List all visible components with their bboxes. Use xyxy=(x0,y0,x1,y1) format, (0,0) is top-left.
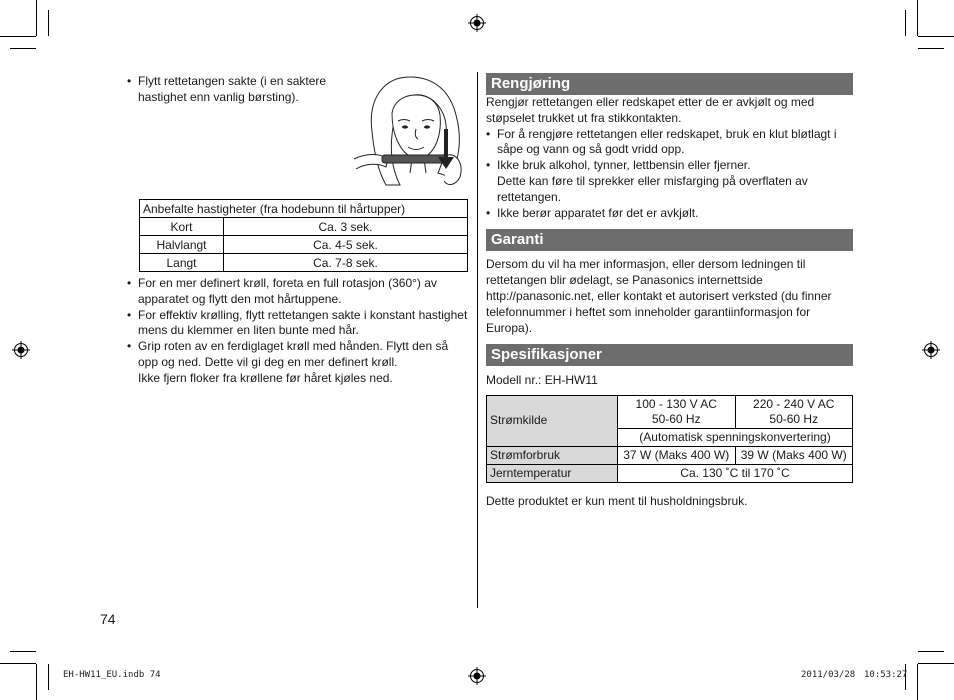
crop-mark xyxy=(905,10,906,36)
list-item: • For en mer definert krøll, foreta en full rotasjon (360°) av apparatet og flytt den mot hårtuppene. xyxy=(127,276,469,308)
auto-conversion-note: (Automatisk spenningskonvertering) xyxy=(618,429,853,447)
footer-time: 10:53:27 xyxy=(864,670,908,680)
crop-mark xyxy=(0,36,36,37)
footer-file: EH-HW11_EU.indb 74 xyxy=(63,670,161,680)
spec-table xyxy=(486,395,853,483)
table-row xyxy=(487,465,853,483)
table-row xyxy=(487,447,853,465)
crop-mark xyxy=(918,663,954,664)
section-heading-cleaning: Rengjøring xyxy=(486,73,853,95)
table-cell xyxy=(618,396,736,429)
frequency-2: 50-60 Hz xyxy=(769,412,819,427)
table-cell: Langt xyxy=(140,254,224,272)
crop-mark xyxy=(917,0,918,36)
table-cell: Ca. 4-5 sek. xyxy=(224,236,468,254)
hair-styling-illustration-icon xyxy=(352,73,470,198)
table-cell: Ca. 3 sek. xyxy=(224,218,468,236)
spec-label-power-source: Strømkilde xyxy=(487,396,618,447)
intro-bullet: • Flytt rettetangen sakte (i en saktere hastighet enn vanlig børsting). xyxy=(127,74,343,105)
list-item: • Grip roten av en ferdiglaget krøll med hånden. Flytt den så opp og ned. Dette vil gi deg en mer definert krøll. xyxy=(127,339,469,371)
table-row xyxy=(487,396,853,429)
spec-label-iron-temp: Jerntemperatur xyxy=(487,465,618,483)
warranty-text: Dersom du vil ha mer informasjon, eller dersom ledningen til rettetangen blir ødelagt, se Panasonics internettside http://panasonic.net, eller kontakt et autorisert verksted (du finner telefonnummer i heftet som inneholder garantiinformasjon for Europa). xyxy=(486,257,832,335)
speed-table xyxy=(139,199,468,272)
table-cell xyxy=(735,396,853,429)
crop-mark xyxy=(918,36,954,37)
consumption-1: 37 W (Maks 400 W) xyxy=(618,447,736,465)
right-column xyxy=(486,73,853,510)
list-item-continuation: Ikke fjern floker fra krøllene før håret kjøles ned. xyxy=(138,370,393,385)
table-cell: Ca. 7-8 sek. xyxy=(224,254,468,272)
table-row xyxy=(140,218,468,236)
crop-mark xyxy=(10,651,36,652)
table-cell: Halvlangt xyxy=(140,236,224,254)
crop-mark xyxy=(917,664,918,700)
crop-mark xyxy=(48,664,49,690)
spec-label-consumption: Strømforbruk xyxy=(487,447,618,465)
list-item: • Ikke berør apparatet før det er avkjølt. xyxy=(486,206,853,222)
table-row xyxy=(140,254,468,272)
cleaning-intro: Rengjør rettetangen eller redskapet etter de er avkjølt og med støpselet trukket ut fra stikkontakten. xyxy=(486,95,815,125)
frequency-1: 50-60 Hz xyxy=(651,412,701,427)
column-divider xyxy=(477,72,478,608)
registration-mark-icon xyxy=(922,341,940,359)
section-heading-specs: Spesifikasjoner xyxy=(486,344,853,366)
consumption-2: 39 W (Maks 400 W) xyxy=(735,447,853,465)
registration-mark-icon xyxy=(468,14,486,32)
list-item-continuation: Dette kan føre til sprekker eller misfarging på overflaten av rettetangen. xyxy=(497,173,808,204)
left-bullets xyxy=(127,276,469,387)
voltage-1: 100 - 130 V AC xyxy=(635,396,717,411)
page-number: 74 xyxy=(100,611,116,627)
table-cell: Kort xyxy=(140,218,224,236)
registration-mark-icon xyxy=(468,667,486,685)
iron-temp-value: Ca. 130 ˚C til 170 ˚C xyxy=(618,465,853,483)
crop-mark xyxy=(48,10,49,36)
list-item: • For å rengjøre rettetangen eller redskapet, bruk en klut bløtlagt i såpe og vann og så godt vridd opp. xyxy=(486,127,853,159)
crop-mark xyxy=(36,664,37,700)
table-row xyxy=(140,200,468,218)
model-number: Modell nr.: EH-HW11 xyxy=(486,373,598,388)
list-item: • Ikke bruk alkohol, tynner, lettbensin eller fjerner. xyxy=(486,158,853,174)
section-heading-warranty: Garanti xyxy=(486,229,853,251)
registration-mark-icon xyxy=(12,341,30,359)
list-item: • For effektiv krølling, flytt rettetangen sakte i konstant hastighet mens du klemmer en liten bunte med hår. xyxy=(127,308,469,340)
table-row xyxy=(140,236,468,254)
crop-mark xyxy=(10,48,36,49)
speed-table-header: Anbefalte hastigheter (fra hodebunn til hårtupper) xyxy=(140,200,468,218)
crop-mark xyxy=(0,663,36,664)
crop-mark xyxy=(918,48,944,49)
footer-date: 2011/03/28 xyxy=(801,670,856,680)
crop-mark xyxy=(918,651,944,652)
household-note: Dette produktet er kun ment til husholdningsbruk. xyxy=(486,494,748,509)
voltage-2: 220 - 240 V AC xyxy=(753,396,835,411)
crop-mark xyxy=(36,0,37,36)
